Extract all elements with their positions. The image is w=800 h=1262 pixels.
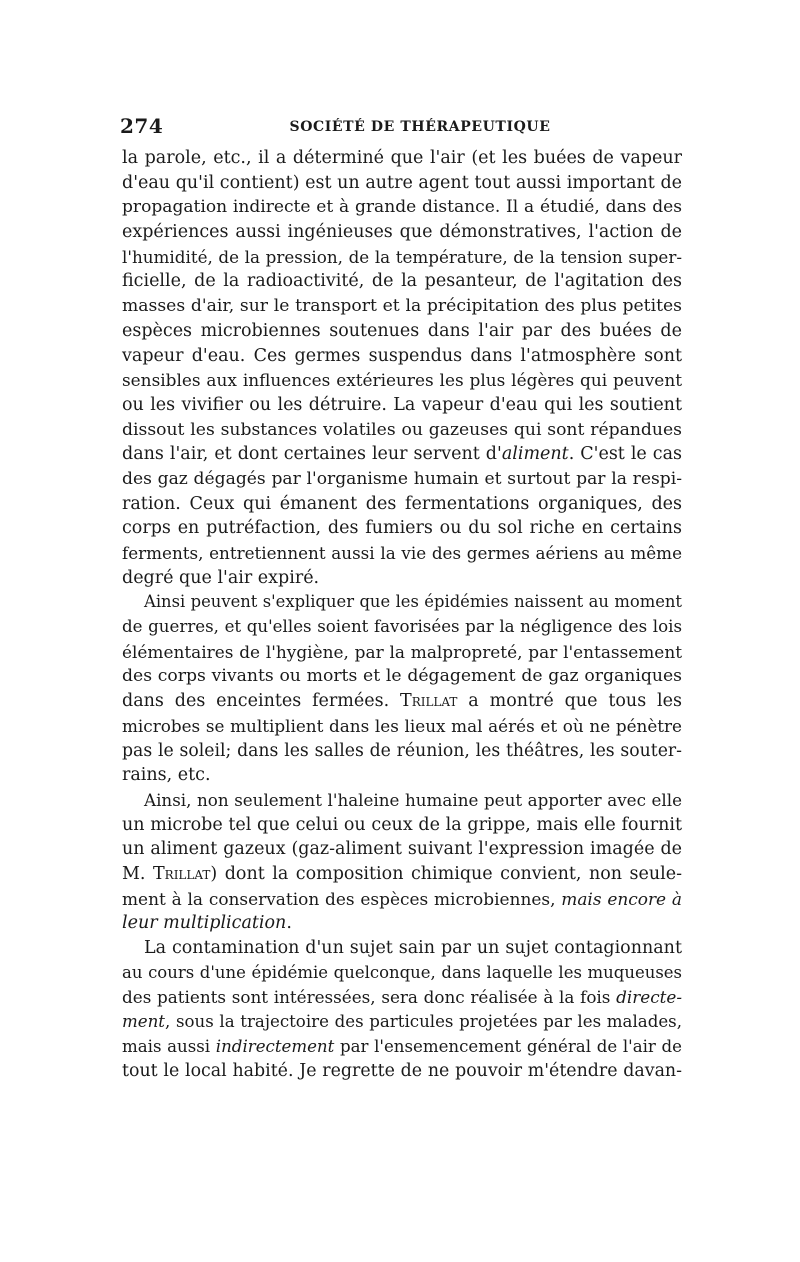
text-line: des corps vivants ou morts et le dégagement de gaz organiques — [122, 666, 682, 687]
text-line: espèces microbiennes soutenues dans l'air par des buées de — [122, 320, 682, 341]
text-line: au cours d'une épidémie quelconque, dans laquelle les muqueuses — [122, 962, 682, 982]
text-line: tout le local habité. Je regrette de ne pouvoir m'étendre davan- — [122, 1061, 682, 1082]
text-line: expériences aussi ingénieuses que démonstratives, l'action de — [122, 222, 682, 243]
text-line: des gaz dégagés par l'organisme humain et surtout par la respi- — [122, 468, 682, 489]
page-number: 274 — [120, 114, 164, 138]
italic-term: indirectement — [215, 1036, 335, 1056]
text-line: d'eau qu'il contient) est un autre agent tout aussi important de — [122, 172, 682, 193]
text-line: la parole, etc., il a déterminé que l'air (et les buées de vapeur — [122, 148, 682, 168]
text-run: ment à la conservation des espèces microbiennes, — [122, 888, 562, 909]
text-run: . — [286, 913, 292, 934]
text-run: , sous la trajectoire des particules projetées par les malades, — [165, 1012, 682, 1032]
italic-term: ment — [122, 1012, 165, 1032]
author-name: Trillat — [152, 863, 211, 884]
text-line: ficielle, de la radioactivité, de la pesanteur, de l'agitation des — [122, 271, 682, 292]
text-line: rains, etc. — [122, 765, 211, 786]
text-line: propagation indirecte et à grande distance. Il a étudié, dans des — [122, 197, 682, 218]
italic-phrase: mais encore à — [561, 888, 682, 909]
text-line: corps en putréfaction, des fumiers ou du sol riche en certains — [122, 518, 682, 539]
running-title: SOCIÉTÉ DE THÉRAPEUTIQUE — [289, 119, 551, 135]
text-run: des patients sont intéressées, sera donc réalisée à la fois — [122, 987, 617, 1008]
text-line: vapeur d'eau. Ces germes suspendus dans l'atmosphère sont — [122, 345, 682, 366]
text-line: Ainsi, non seulement l'haleine humaine peut apporter avec elle — [144, 789, 682, 810]
text-line: un microbe tel que celui ou ceux de la grippe, mais elle fournit — [122, 814, 682, 835]
text-line: ration. Ceux qui émanent des fermentations organiques, des — [122, 493, 682, 514]
text-run: ) dont la composition chimique convient, non seule- — [210, 863, 683, 884]
text-line — [122, 985, 682, 1010]
italic-phrase: leur multiplication — [122, 913, 287, 934]
text-line: microbes se multiplient dans les lieux mal aérés et où ne pénètre — [122, 715, 682, 736]
text-run: mais aussi — [122, 1036, 216, 1056]
text-line: l'humidité, de la pression, de la température, de la tension super- — [122, 246, 682, 267]
body-text — [122, 146, 682, 1084]
text-run: . C'est le cas — [568, 444, 683, 465]
text-line — [122, 911, 682, 936]
text-run: par l'ensemencement général de l'air de — [334, 1036, 682, 1056]
text-line: un aliment gazeux (gaz-aliment suivant l'expression imagée de — [122, 839, 682, 860]
text-run: dans des enceintes fermées. — [122, 691, 401, 712]
text-line — [122, 442, 682, 467]
text-line: ferments, entretiennent aussi la vie des germes aériens au même — [122, 543, 682, 563]
text-line — [122, 887, 682, 912]
text-run: a montré que tous les — [457, 691, 682, 712]
text-line: La contamination d'un sujet sain par un sujet contagionnant — [144, 938, 682, 958]
text-line — [122, 1010, 682, 1035]
author-name: Trillat — [400, 691, 458, 712]
text-line: pas le soleil; dans les salles de réunion, les théâtres, les souter- — [122, 740, 682, 761]
italic-term: directe- — [616, 987, 682, 1008]
text-line — [122, 689, 682, 714]
italic-term: aliment — [501, 444, 569, 465]
text-run: dans l'air, et dont certaines leur servent d' — [122, 444, 502, 465]
text-line — [122, 1035, 682, 1060]
text-line: masses d'air, sur le transport et la précipitation des plus petites — [122, 296, 682, 317]
text-line: sensibles aux influences extérieures les plus légères qui peuvent — [122, 370, 682, 391]
text-line: dissout les substances volatiles ou gazeuses qui sont répandues — [122, 419, 682, 440]
text-run: M. — [122, 863, 153, 884]
text-line: de guerres, et qu'elles soient favorisées par la négligence des lois — [122, 617, 682, 637]
text-line — [122, 862, 682, 887]
text-line: élémentaires de l'hygiène, par la malpropreté, par l'entassement — [122, 641, 682, 662]
text-line: degré que l'air expiré. — [122, 567, 320, 588]
text-line: ou les vivifier ou les détruire. La vapeur d'eau qui les soutient — [122, 394, 682, 415]
text-line: Ainsi peuvent s'expliquer que les épidémies naissent au moment — [144, 592, 682, 612]
page-header — [120, 112, 680, 142]
